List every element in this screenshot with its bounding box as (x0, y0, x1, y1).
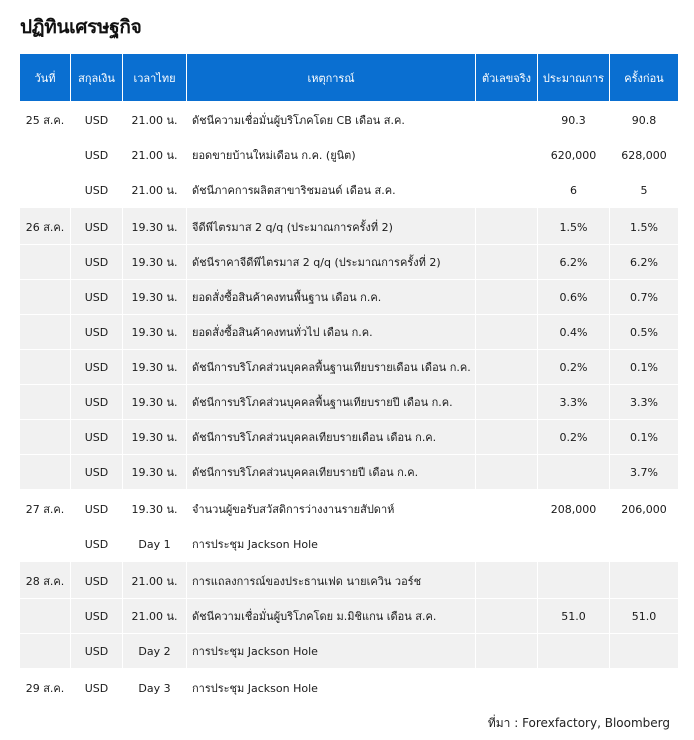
table-row (20, 562, 678, 599)
time-cell: 19.30 น. (123, 490, 187, 527)
currency-cell: USD (71, 138, 123, 173)
actual-cell (476, 490, 538, 527)
header-actual: ตัวเลขจริง (476, 54, 538, 101)
forecast-cell: 6 (538, 173, 610, 208)
date-cell (20, 455, 71, 490)
date-cell (20, 420, 71, 455)
event-cell: ดัชนีภาคการผลิตสาขาริชมอนด์ เดือน ส.ค. (187, 173, 476, 208)
previous-cell (610, 634, 678, 669)
time-cell: 19.30 น. (123, 245, 187, 280)
date-cell (20, 245, 71, 280)
date-cell: 27 ส.ค. (20, 490, 71, 527)
currency-cell: USD (71, 208, 123, 245)
previous-cell (610, 527, 678, 562)
event-cell: การประชุม Jackson Hole (187, 527, 476, 562)
table-row (20, 350, 678, 385)
forecast-cell: 90.3 (538, 101, 610, 138)
actual-cell (476, 562, 538, 599)
previous-cell (610, 562, 678, 599)
event-cell: การแถลงการณ์ของประธานเฟด นายเควิน วอร์ช (187, 562, 476, 599)
previous-cell: 6.2% (610, 245, 678, 280)
date-cell: 25 ส.ค. (20, 101, 71, 138)
currency-cell: USD (71, 455, 123, 490)
event-cell: ดัชนีการบริโภคส่วนบุคคลเทียบรายปี เดือน ก.ค. (187, 455, 476, 490)
time-cell: 21.00 น. (123, 101, 187, 138)
currency-cell: USD (71, 599, 123, 634)
table-row (20, 490, 678, 527)
date-cell (20, 350, 71, 385)
time-cell: 19.30 น. (123, 280, 187, 315)
forecast-cell (538, 669, 610, 706)
currency-cell: USD (71, 350, 123, 385)
table-row (20, 245, 678, 280)
forecast-cell: 0.2% (538, 420, 610, 455)
actual-cell (476, 173, 538, 208)
date-cell (20, 527, 71, 562)
event-cell: การประชุม Jackson Hole (187, 669, 476, 706)
actual-cell (476, 280, 538, 315)
actual-cell (476, 669, 538, 706)
time-cell: 19.30 น. (123, 385, 187, 420)
actual-cell (476, 350, 538, 385)
date-cell (20, 173, 71, 208)
event-cell: ดัชนีการบริโภคส่วนบุคคลพื้นฐานเทียบรายปี เดือน ก.ค. (187, 385, 476, 420)
header-previous: ครั้งก่อน (610, 54, 678, 101)
previous-cell: 3.3% (610, 385, 678, 420)
table-row (20, 101, 678, 138)
event-cell: จีดีพีไตรมาส 2 q/q (ประมาณการครั้งที่ 2) (187, 208, 476, 245)
currency-cell: USD (71, 634, 123, 669)
currency-cell: USD (71, 669, 123, 706)
time-cell: 21.00 น. (123, 173, 187, 208)
forecast-cell: 0.2% (538, 350, 610, 385)
time-cell: 19.30 น. (123, 350, 187, 385)
currency-cell: USD (71, 490, 123, 527)
date-cell (20, 280, 71, 315)
currency-cell: USD (71, 280, 123, 315)
forecast-cell: 51.0 (538, 599, 610, 634)
table-row (20, 669, 678, 706)
event-cell: ยอดขายบ้านใหม่เดือน ก.ค. (ยูนิต) (187, 138, 476, 173)
date-cell: 29 ส.ค. (20, 669, 71, 706)
time-cell: 19.30 น. (123, 455, 187, 490)
date-cell (20, 315, 71, 350)
time-cell: 19.30 น. (123, 315, 187, 350)
time-cell: 19.30 น. (123, 420, 187, 455)
header-time: เวลาไทย (123, 54, 187, 101)
event-cell: ยอดสั่งซื้อสินค้าคงทนทั่วไป เดือน ก.ค. (187, 315, 476, 350)
currency-cell: USD (71, 315, 123, 350)
previous-cell: 3.7% (610, 455, 678, 490)
previous-cell: 1.5% (610, 208, 678, 245)
table-row (20, 455, 678, 490)
actual-cell (476, 208, 538, 245)
forecast-cell: 1.5% (538, 208, 610, 245)
forecast-cell: 208,000 (538, 490, 610, 527)
forecast-cell (538, 634, 610, 669)
actual-cell (476, 634, 538, 669)
table-row (20, 173, 678, 208)
previous-cell: 0.7% (610, 280, 678, 315)
currency-cell: USD (71, 527, 123, 562)
actual-cell (476, 420, 538, 455)
date-cell: 26 ส.ค. (20, 208, 71, 245)
currency-cell: USD (71, 385, 123, 420)
table-row (20, 208, 678, 245)
table-row (20, 315, 678, 350)
event-cell: ดัชนีความเชื่อมั่นผู้บริโภคโดย ม.มิชิแกน เดือน ส.ค. (187, 599, 476, 634)
time-cell: 21.00 น. (123, 562, 187, 599)
actual-cell (476, 455, 538, 490)
header-forecast: ประมาณการ (538, 54, 610, 101)
event-cell: การประชุม Jackson Hole (187, 634, 476, 669)
actual-cell (476, 385, 538, 420)
currency-cell: USD (71, 420, 123, 455)
page-title: ปฏิทินเศรษฐกิจ (20, 16, 142, 38)
table-row (20, 138, 678, 173)
date-cell (20, 599, 71, 634)
actual-cell (476, 315, 538, 350)
event-cell: ดัชนีการบริโภคส่วนบุคคลเทียบรายเดือน เดือน ก.ค. (187, 420, 476, 455)
forecast-cell: 6.2% (538, 245, 610, 280)
event-cell: ดัชนีราคาจีดีพีไตรมาส 2 q/q (ประมาณการครั้งที่ 2) (187, 245, 476, 280)
actual-cell (476, 138, 538, 173)
previous-cell: 5 (610, 173, 678, 208)
table-row (20, 385, 678, 420)
previous-cell: 0.5% (610, 315, 678, 350)
forecast-cell: 0.6% (538, 280, 610, 315)
forecast-cell (538, 527, 610, 562)
previous-cell: 206,000 (610, 490, 678, 527)
previous-cell (610, 669, 678, 706)
header-date: วันที่ (20, 54, 71, 101)
time-cell: 19.30 น. (123, 208, 187, 245)
table-row (20, 599, 678, 634)
header-event: เหตุการณ์ (187, 54, 476, 101)
currency-cell: USD (71, 101, 123, 138)
actual-cell (476, 101, 538, 138)
actual-cell (476, 527, 538, 562)
previous-cell: 90.8 (610, 101, 678, 138)
economic-calendar-table (20, 54, 678, 706)
event-cell: ยอดสั่งซื้อสินค้าคงทนพื้นฐาน เดือน ก.ค. (187, 280, 476, 315)
table-body (20, 101, 678, 706)
previous-cell: 0.1% (610, 420, 678, 455)
currency-cell: USD (71, 562, 123, 599)
previous-cell: 51.0 (610, 599, 678, 634)
currency-cell: USD (71, 173, 123, 208)
table-row (20, 280, 678, 315)
table-row (20, 634, 678, 669)
forecast-cell (538, 455, 610, 490)
event-cell: ดัชนีความเชื่อมั่นผู้บริโภคโดย CB เดือน ส.ค. (187, 101, 476, 138)
table-header-row (20, 54, 678, 101)
table-row (20, 420, 678, 455)
date-cell (20, 634, 71, 669)
time-cell: 21.00 น. (123, 138, 187, 173)
forecast-cell (538, 562, 610, 599)
currency-cell: USD (71, 245, 123, 280)
date-cell: 28 ส.ค. (20, 562, 71, 599)
time-cell: Day 2 (123, 634, 187, 669)
time-cell: 21.00 น. (123, 599, 187, 634)
event-cell: ดัชนีการบริโภคส่วนบุคคลพื้นฐานเทียบรายเดือน เดือน ก.ค. (187, 350, 476, 385)
previous-cell: 0.1% (610, 350, 678, 385)
previous-cell: 628,000 (610, 138, 678, 173)
actual-cell (476, 599, 538, 634)
table-row (20, 527, 678, 562)
date-cell (20, 138, 71, 173)
source-note: ที่มา : Forexfactory, Bloomberg (487, 716, 670, 730)
forecast-cell: 0.4% (538, 315, 610, 350)
time-cell: Day 1 (123, 527, 187, 562)
forecast-cell: 620,000 (538, 138, 610, 173)
forecast-cell: 3.3% (538, 385, 610, 420)
header-currency: สกุลเงิน (71, 54, 123, 101)
actual-cell (476, 245, 538, 280)
date-cell (20, 385, 71, 420)
time-cell: Day 3 (123, 669, 187, 706)
event-cell: จำนวนผู้ขอรับสวัสดิการว่างงานรายสัปดาห์ (187, 490, 476, 527)
